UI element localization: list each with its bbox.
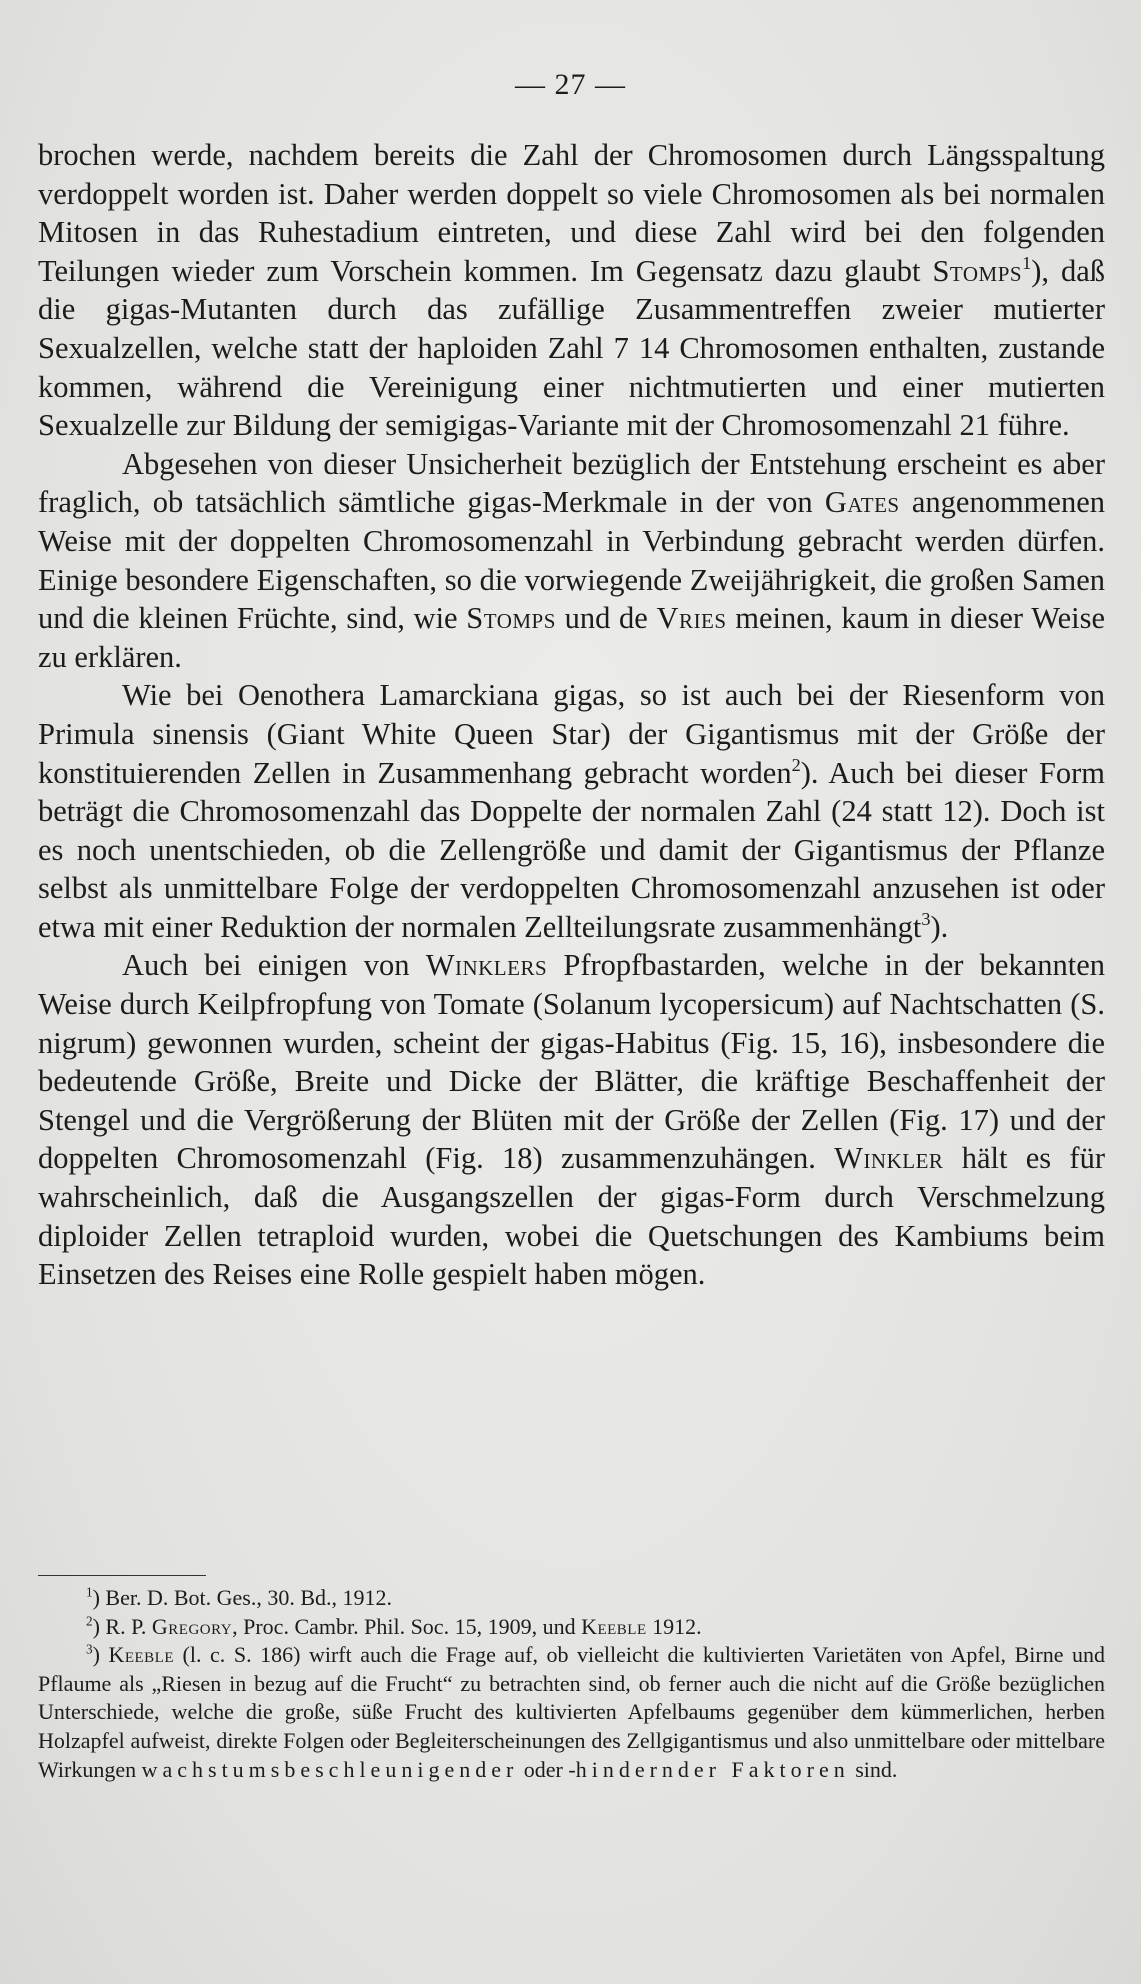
author-name: Stomps: [932, 253, 1023, 288]
paragraph-2: [38, 445, 1105, 677]
footnote-ref: 1: [1022, 252, 1032, 273]
spaced-emphasis: hindernder Faktoren: [575, 1756, 850, 1782]
text: Auch bei einigen von: [122, 948, 426, 983]
text: , Proc. Cambr. Phil. Soc. 15, 1909, und: [232, 1613, 582, 1639]
author-name: Stomps: [466, 601, 556, 636]
author-name: Keeble: [108, 1642, 175, 1668]
text: ), daß die gigas-Mutanten durch das zufällige Zusammentreffen zweier mutierter Sexualzellen, welche statt der haploiden Zahl 7 14 Chromosomen enthalten, zustande kommen, während die Vereinigung einer nichtmutierten und einer mutierten Sexualzelle zur Bildung der semigigas-Variante mit der Chromosomenzahl 21 führe.: [38, 253, 1105, 443]
text: Abgesehen von dieser Unsicherheit bezüglich der Entstehung erscheint es aber fraglich, ob tatsächlich sämtliche gigas-Merkmale in der von: [38, 446, 1105, 520]
footnote-ref: 2: [791, 754, 801, 775]
author-name: Winklers: [425, 948, 548, 983]
paragraph-4: [38, 946, 1105, 1293]
text: angenommenen Weise mit der doppelten Chromosomenzahl in Verbindung gebracht werden dürfen. Einige besondere Eigenschaften, so die vorwiegende Zweijährigkeit, die großen Samen und die kleinen Früchte, sind, wie: [38, 485, 1105, 636]
text: 1912.: [646, 1613, 702, 1639]
text: ) Ber. D. Bot. Ges., 30. Bd., 1912.: [92, 1585, 393, 1610]
text: sind.: [849, 1756, 898, 1782]
author-name: Gates: [824, 485, 900, 520]
text: Wie bei Oenothera Lamarckiana gigas, so ist auch bei der Riesenform von Primula sinensis (Giant White Queen Star) der Gigantismus mit der Größe der konstituierenden Zellen in Zusammenhang gebracht worden: [38, 678, 1105, 790]
footnote-mark: 3: [86, 1641, 93, 1657]
text: und de: [555, 601, 657, 636]
text: oder -: [518, 1756, 576, 1782]
text: (l. c. S. 186) wirft auch die Frage auf, ob vielleicht die kultivierten Varietäten von Apfel, Birne und Pflaume als „Riesen in bezug auf die Frucht“ zu betrachten sind, ob ferner auch die nicht auf die Größe bezüglichen Unterschiede, welche die große, süße Frucht des kultivierten Apfelbaums gegenüber dem kümmerlichen, herben Holzapfel aufweist, direkte Folgen oder Begleiterscheinungen des Zellgigantismus und also unmittelbare oder mittelbare Wirkungen: [38, 1642, 1106, 1782]
text: ). Auch bei dieser Form beträgt die Chromosomenzahl das Doppelte der normalen Zahl (24 statt 12). Doch ist es noch unentschieden, ob die Zellengröße und damit der Gigantismus der Pflanze selbst als unmittelbare Folge der verdoppelten Chromosomenzahl anzusehen ist oder etwa mit einer Reduktion der normalen Zellteilungsrate zusammenhängt: [38, 755, 1105, 944]
text: ).: [930, 909, 949, 944]
footnote-3: [38, 1641, 1105, 1784]
footnote-mark: 1: [86, 1584, 93, 1600]
text: Pfropfbastarden, welche in der bekannten Weise durch Keilpfropfung von Tomate (Solanum lycopersicum) auf Nachtschatten (S. nigrum) gewonnen wurden, scheint der gigas-Habitus (Fig. 15, 16), insbesondere die bedeutende Größe, Breite und Dicke der Blätter, die kräftige Beschaffenheit der Stengel und die Vergrößerung der Blüten mit der Größe der Zellen (Fig. 17) und der doppelten Chromosomenzahl (Fig. 18) zusammenzuhängen.: [38, 948, 1105, 1176]
text: brochen werde, nachdem bereits die Zahl der Chromosomen durch Längsspaltung verdoppelt worden ist. Daher werden doppelt so viele Chromosomen als bei normalen Mitosen in das Ruhestadium eintreten, und diese Zahl wird bei den folgenden Teilungen wieder zum Vorschein kommen. Im Gegensatz dazu glaubt: [38, 138, 1105, 288]
author-name: Winkler: [834, 1141, 944, 1176]
text: hält es für wahrscheinlich, daß die Ausgangszellen der gigas-Form durch Verschmelzung diploider Zellen tetraploid wurden, wobei die Quetschungen des Kambiums beim Einsetzen des Reises eine Rolle gespielt haben mögen.: [38, 1141, 1105, 1292]
author-name: Keeble: [581, 1613, 647, 1639]
footnotes: [38, 1584, 1105, 1784]
page-number: — 27 —: [515, 68, 626, 101]
footnote-mark: 2: [86, 1613, 93, 1629]
footnote-divider: [38, 1575, 206, 1576]
text: ): [92, 1642, 109, 1668]
footnote-2: [38, 1613, 1105, 1642]
spaced-emphasis: wachstumsbeschleunigender: [141, 1756, 519, 1782]
paragraph-1: [38, 136, 1105, 445]
author-name: Gregory: [151, 1613, 233, 1639]
footnote-1: [38, 1584, 1105, 1613]
text: meinen, kaum in dieser Weise zu erklären.: [38, 601, 1105, 674]
text: ) R. P.: [92, 1613, 152, 1639]
paragraph-3: [38, 676, 1105, 946]
body-text: [38, 136, 1105, 1294]
author-name: Vries: [656, 601, 727, 636]
footnote-ref: 3: [921, 908, 931, 929]
